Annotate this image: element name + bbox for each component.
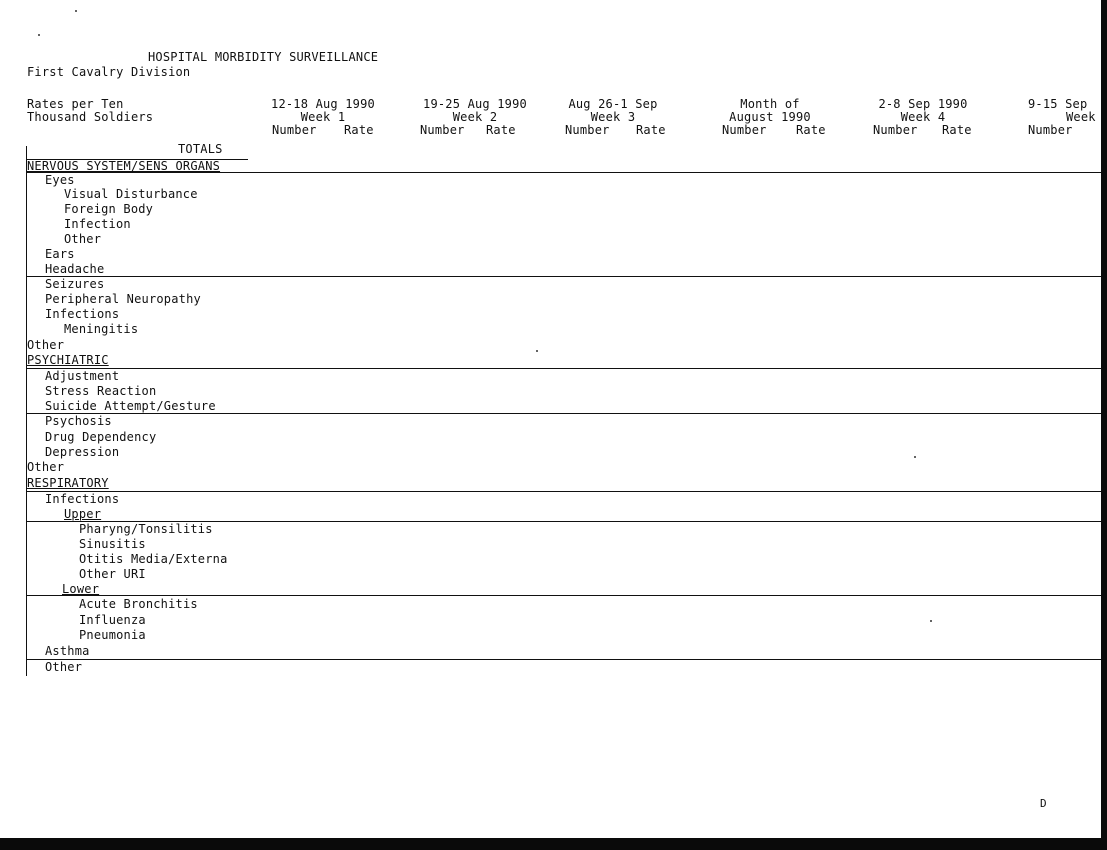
column-header-line2: Week 1 [300,110,346,124]
table-rule [26,368,1101,369]
scan-speck [536,350,538,352]
row-label-category: PSYCHIATRIC [27,353,109,367]
row-label: Pharyng/Tonsilitis [79,522,213,536]
column-subheader-number: Number [272,123,317,137]
column-subheader-rate: Rate [796,123,826,137]
scan-speck [914,456,916,458]
totals-label: TOTALS [178,142,223,156]
row-label: Pneumonia [79,628,146,642]
row-label: Infections [45,307,120,321]
unit-name: First Cavalry Division [27,65,191,79]
row-label: Otitis Media/Externa [79,552,228,566]
row-label: Adjustment [45,369,120,383]
row-label: Upper [64,507,102,521]
row-label: Depression [45,445,120,459]
column-header-line2: Week 2 [452,110,498,124]
table-rule [26,413,1101,414]
row-label: Seizures [45,277,105,291]
table-rule [26,595,1101,596]
row-label: Other [64,232,102,246]
column-subheader-number: Number [565,123,610,137]
column-header-line2: Week [1066,110,1096,124]
scan-speck [38,34,40,36]
column-header-line1: 9-15 Sep [1028,97,1088,111]
rates-label-line1: Rates per Ten [27,97,124,111]
rates-label-line2: Thousand Soldiers [27,110,154,124]
row-label: Other URI [79,567,146,581]
row-label: Infections [45,492,120,506]
column-header-line2: Week 3 [590,110,636,124]
column-header-line1: Month of [740,97,800,111]
report-title: HOSPITAL MORBIDITY SURVEILLANCE [148,50,379,64]
column-subheader-number: Number [722,123,767,137]
table-rule [26,276,1101,277]
column-subheader-rate: Rate [636,123,666,137]
row-label: Other [27,338,65,352]
scan-speck [75,10,77,12]
column-subheader-rate: Rate [486,123,516,137]
row-label: Psychosis [45,414,112,428]
row-label-category: RESPIRATORY [27,476,109,490]
row-label: Eyes [45,173,75,187]
column-subheader-number: Number [1028,123,1073,137]
row-label: Foreign Body [64,202,154,216]
row-label: Sinusitis [79,537,146,551]
row-label: Other [27,460,65,474]
row-label: Meningitis [64,322,139,336]
column-header-line1: 19-25 Aug 1990 [423,97,527,111]
column-header-line1: 2-8 Sep 1990 [878,97,968,111]
row-label: Infection [64,217,131,231]
row-label-category: NERVOUS SYSTEM/SENS ORGANS [27,159,221,173]
row-label: Visual Disturbance [64,187,198,201]
row-label: Peripheral Neuropathy [45,292,201,306]
row-label: Other [45,660,83,674]
row-label: Acute Bronchitis [79,597,198,611]
scan-border-right [1101,0,1107,850]
column-subheader-rate: Rate [344,123,374,137]
row-label: Ears [45,247,75,261]
column-subheader-number: Number [873,123,918,137]
row-label: Drug Dependency [45,430,157,444]
table-rule [26,659,1101,660]
row-label: Influenza [79,613,146,627]
row-label: Headache [45,262,105,276]
column-header-line1: 12-18 Aug 1990 [271,97,375,111]
scan-speck [930,620,932,622]
column-subheader-number: Number [420,123,465,137]
left-margin-rule [26,146,27,676]
column-subheader-rate: Rate [942,123,972,137]
scan-border-bottom [0,838,1107,850]
row-label: Suicide Attempt/Gesture [45,399,216,413]
row-label: Asthma [45,644,90,658]
column-header-line2: August 1990 [729,110,811,124]
row-label: Lower [62,582,100,596]
table-rule [26,491,1101,492]
page-corner-mark: D [1040,797,1047,810]
column-header-line2: Week 4 [900,110,946,124]
column-header-line1: Aug 26-1 Sep [568,97,658,111]
row-label: Stress Reaction [45,384,157,398]
